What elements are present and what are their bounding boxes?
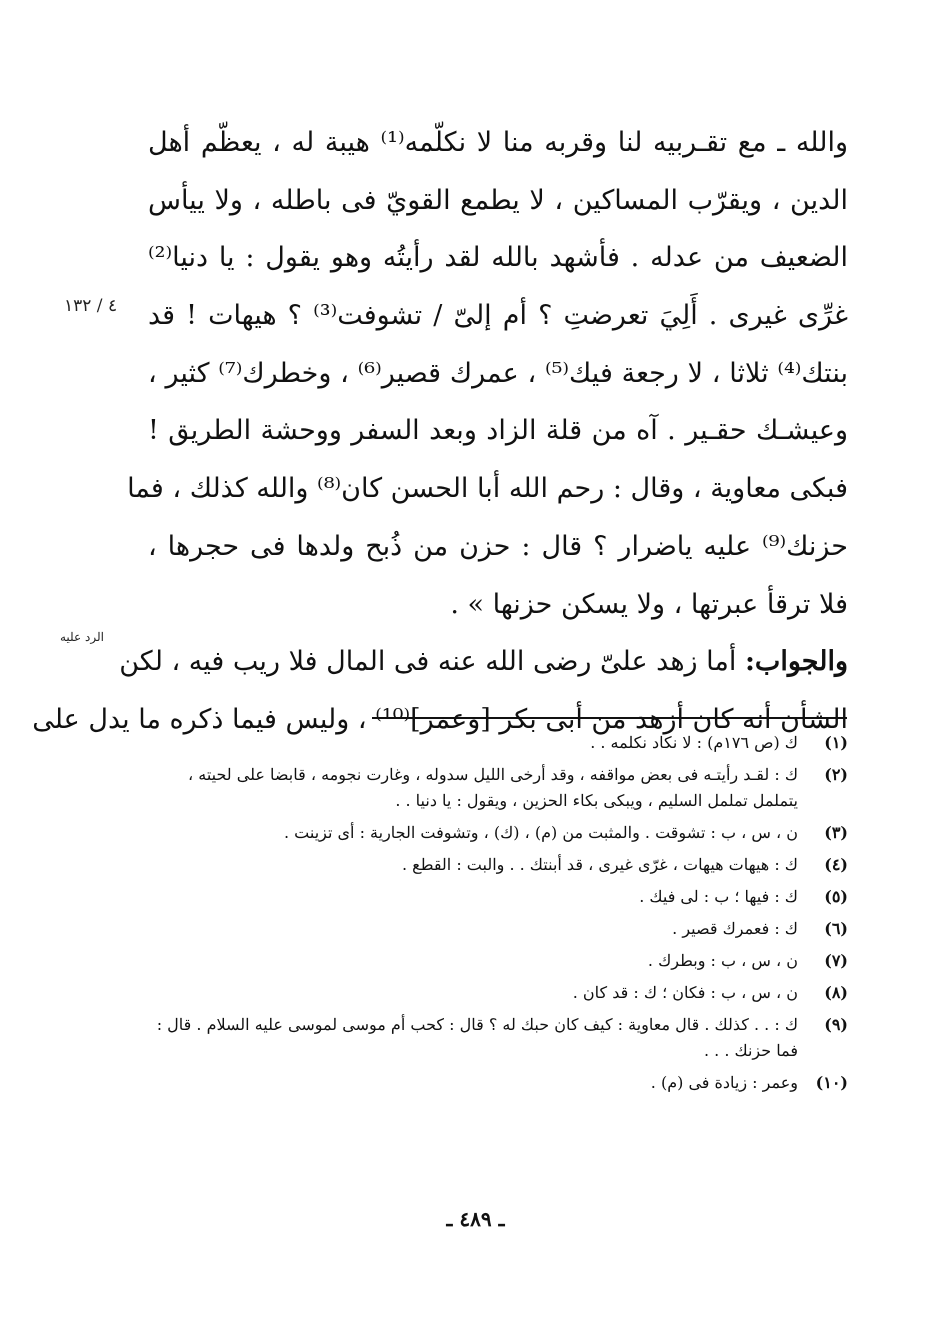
text-line: الدين ، ويقرّب المساكين ، لا يطمع القويّ فى باطله ، ولا ييأس: [148, 184, 848, 216]
answer-line-2: الشأن أنه كان أزهد من أبى بكر [وعمر]⁽¹⁰⁾ ، وليس فيما ذكره ما يدل على: [32, 703, 848, 735]
text-line: بنتك⁽⁴⁾ ثلاثا ، لا رجعة فيك⁽⁵⁾ ، عمرك قصير⁽⁶⁾ ، وخطرك⁽⁷⁾ كثير ،: [148, 357, 848, 389]
text-line: وعيشـك حقـير . آه من قلة الزاد وبعد السفر ووحشة الطريق !: [148, 415, 848, 447]
footnote-number: (٧): [824, 951, 848, 970]
footnote-number: (١٠): [815, 1073, 848, 1092]
footnote-text: ك (ص ١٧٦م) : لا نكاد نكلمه . .: [590, 733, 798, 752]
footnote: [148, 916, 848, 942]
text-line: الضعيف من عدله . فأشهد بالله لقد رأيتُه وهو يقول : يا دنيا⁽²⁾: [148, 242, 848, 274]
footnote: [148, 820, 848, 846]
footnote-text: ن ، س ، ب : وبطرك .: [647, 951, 798, 970]
footnote-text: ك : هيهات هيهات ، غرّى غيرى ، قد أبنتك . . والبت : القطع .: [402, 855, 798, 874]
footnote-text: ك : فيها ؛ ب : لى فيك .: [639, 887, 798, 906]
footnote-divider: [372, 717, 847, 719]
footnote-number: (١): [824, 733, 848, 752]
footnote: [148, 948, 848, 974]
text-line: والله ـ مع تقـربيه لنا وقربه منا لا نكلّمه⁽¹⁾ هيبة له ، يعظّم أهل: [148, 127, 848, 158]
footnote: [148, 980, 848, 1006]
footnote: [148, 1070, 848, 1096]
footnote: [148, 1012, 848, 1064]
footnote-text: وعمر : زيادة فى (م) .: [650, 1073, 798, 1092]
footnote-number: (٥): [824, 887, 848, 906]
margin-volume-page: ٤ / ١٣٢: [64, 296, 118, 316]
answer-label: والجواب:: [744, 646, 848, 678]
footnote-text: ك : . . كذلك . قال معاوية : كيف كان حبك له ؟ قال : كحب أم موسى لموسى عليه السلام . قال : فما حزنك . . .: [156, 1015, 798, 1060]
footnote-text: ن ، س ، ب : تشوقت . والمثبت من (م) ، (ك) ، وتشوفت الجارية : أى تزينت .: [283, 823, 798, 842]
footnote-number: (٦): [824, 919, 848, 938]
margin-reply-label: الرد عليه: [60, 630, 104, 644]
footnote: [148, 852, 848, 878]
footnote-number: (٨): [824, 983, 848, 1002]
footnote: [148, 762, 848, 814]
footnote-text: ك : فعمرك قصير .: [672, 919, 798, 938]
answer-line: [119, 633, 848, 691]
answer-text: أما زهد علىّ رضى الله عنه فى المال فلا ريب فيه ، لكن: [119, 646, 745, 678]
footnote: [148, 730, 848, 756]
footnotes: [148, 730, 848, 1102]
footnote-number: (٢): [824, 765, 848, 784]
footnote-number: (٩): [824, 1015, 848, 1034]
text-line: فبكى معاوية ، وقال : رحم الله أبا الحسن كان⁽⁸⁾ والله كذلك ، فما: [127, 473, 848, 505]
text-line: فلا ترقأ عبرتها ، ولا يسكن حزنها » .: [450, 588, 848, 620]
text-line: غرِّى غيرى . أَلِيَ تعرضتِ ؟ أم إلىّ / تشوفت⁽³⁾ ؟ هيهات ! قد: [148, 300, 848, 332]
footnote-number: (٤): [824, 855, 848, 874]
footnote-text: ن ، س ، ب : فكان ؛ ك : قد كان .: [572, 983, 798, 1002]
footnote: [148, 884, 848, 910]
page-number: ـ ٤٨٩ ـ: [446, 1207, 505, 1231]
footnote-text: ك : لقـد رأيتـه فى بعض مواقفه ، وقد أرخى الليل سدوله ، وغارت نجومه ، قابضا على لحيته ، يتململ تململ السليم ، ويبكى بكاء الحزين ، ويقول : يا دنيا . .: [187, 765, 798, 810]
text-line: حزنك⁽⁹⁾ عليه ياضرار ؟ قال : حزن من ذُبح ولدها فى حجرها ،: [148, 530, 848, 562]
footnote-number: (٣): [824, 823, 848, 842]
